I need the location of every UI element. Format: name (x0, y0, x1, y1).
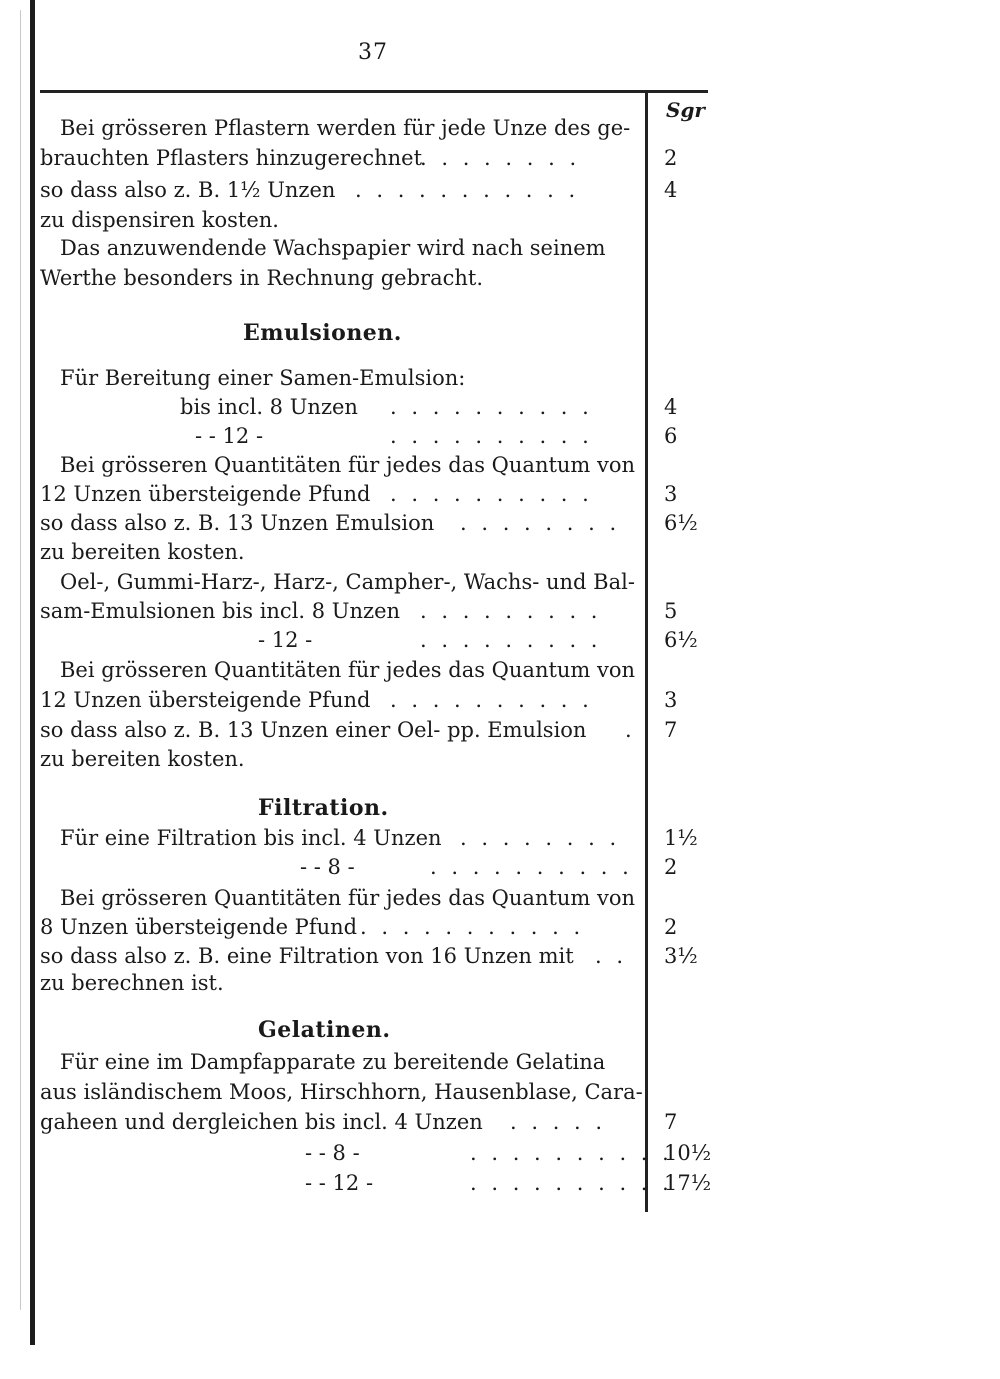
text-line: so dass also z. B. 13 Unzen Emulsion (40, 511, 435, 535)
text-line: 8 Unzen übersteigende Pfund (40, 915, 358, 939)
price-value: 6½ (664, 511, 698, 535)
section-heading: Filtration. (258, 795, 389, 821)
text-line: bis incl. 8 Unzen (180, 395, 358, 419)
price-value: 4 (664, 395, 678, 419)
leader-dots: . . . . . . . . . (420, 599, 602, 623)
leader-dots: . . . . . . . . . . (470, 1141, 673, 1165)
leader-dots: . . . . . . . . (460, 511, 621, 535)
leader-dots: . . . . . . . . (460, 826, 621, 850)
text-line: - - 8 - (300, 855, 355, 879)
page-number: 37 (358, 40, 388, 65)
text-line: zu berechnen ist. (40, 971, 224, 995)
price-value: 3½ (664, 944, 698, 968)
text-line: Bei grösseren Pflastern werden für jede Unze des ge- (60, 116, 631, 140)
price-value: 5 (664, 599, 678, 623)
leader-dots: . . (595, 944, 628, 968)
text-line: Bei grösseren Quantitäten für jedes das Quantum von (60, 453, 636, 477)
text-line: sam-Emulsionen bis incl. 8 Unzen (40, 599, 401, 623)
header-rule (40, 90, 708, 93)
price-value: 7 (664, 718, 678, 742)
price-value: 2 (664, 146, 678, 170)
text-line: - - 12 - (195, 424, 264, 448)
text-line: Bei grösseren Quantitäten für jedes das Quantum von (60, 658, 636, 682)
text-line: - - 12 - (305, 1171, 374, 1195)
text-line: Das anzuwendende Wachspapier wird nach seinem (60, 236, 606, 260)
price-value: 4 (664, 178, 678, 202)
text-line: Bei grösseren Quantitäten für jedes das Quantum von (60, 886, 636, 910)
text-line: 12 Unzen übersteigende Pfund (40, 482, 371, 506)
section-heading: Emulsionen. (243, 320, 402, 346)
text-line: - 12 - (258, 628, 313, 652)
section-heading: Gelatinen. (258, 1017, 391, 1043)
price-value: 2 (664, 915, 678, 939)
leader-dots: . . . . . . . . . (420, 628, 602, 652)
leader-dots: . . . . . . . . . . (390, 482, 593, 506)
leader-dots: . . . . . . . . (420, 146, 581, 170)
leader-dots: . . . . . . . . . . (390, 395, 593, 419)
text-line: zu bereiten kosten. (40, 747, 245, 771)
text-line: - - 8 - (305, 1141, 360, 1165)
price-value: 7 (664, 1110, 678, 1134)
text-line: Für eine Filtration bis incl. 4 Unzen (60, 826, 442, 850)
text-line: aus isländischem Moos, Hirschhorn, Hausenblase, Cara- (40, 1080, 643, 1104)
leader-dots: . (625, 718, 636, 742)
price-value: 1½ (664, 826, 698, 850)
page-binding-edge (30, 0, 35, 1345)
text-line: so dass also z. B. 1½ Unzen (40, 178, 336, 202)
leader-dots: . . . . . (510, 1110, 607, 1134)
text-line: Werthe besonders in Rechnung gebracht. (40, 266, 483, 290)
text-line: zu dispensiren kosten. (40, 208, 279, 232)
leader-dots: . . . . . . . . . . (470, 1171, 673, 1195)
text-line: Oel-, Gummi-Harz-, Harz-, Campher-, Wachs- und Bal- (60, 570, 635, 594)
text-line: zu bereiten kosten. (40, 540, 245, 564)
text-line: brauchten Pflasters hinzugerechnet (40, 146, 423, 170)
text-line: so dass also z. B. 13 Unzen einer Oel- pp. Emulsion (40, 718, 587, 742)
price-value: 10½ (664, 1141, 712, 1165)
currency-unit-header: Sgr (666, 98, 705, 122)
text-line: Für eine im Dampfapparate zu bereitende Gelatina (60, 1050, 606, 1074)
price-value: 3 (664, 688, 678, 712)
leader-dots: . . . . . . . . . . . (355, 178, 580, 202)
text-line: so dass also z. B. eine Filtration von 16 Unzen mit (40, 944, 574, 968)
leader-dots: . . . . . . . . . . (390, 424, 593, 448)
price-value: 2 (664, 855, 678, 879)
leader-dots: . . . . . . . . . . (430, 855, 633, 879)
text-line: 12 Unzen übersteigende Pfund (40, 688, 371, 712)
price-value: 6 (664, 424, 678, 448)
text-line: Für Bereitung einer Samen-Emulsion: (60, 366, 466, 390)
price-value: 3 (664, 482, 678, 506)
page-margin-shadow (20, 10, 21, 1310)
text-line: gaheen und dergleichen bis incl. 4 Unzen (40, 1110, 483, 1134)
price-column-rule (645, 90, 648, 1212)
leader-dots: . . . . . . . . . . . (360, 915, 585, 939)
leader-dots: . . . . . . . . . . (390, 688, 593, 712)
price-value: 6½ (664, 628, 698, 652)
price-value: 17½ (664, 1171, 712, 1195)
